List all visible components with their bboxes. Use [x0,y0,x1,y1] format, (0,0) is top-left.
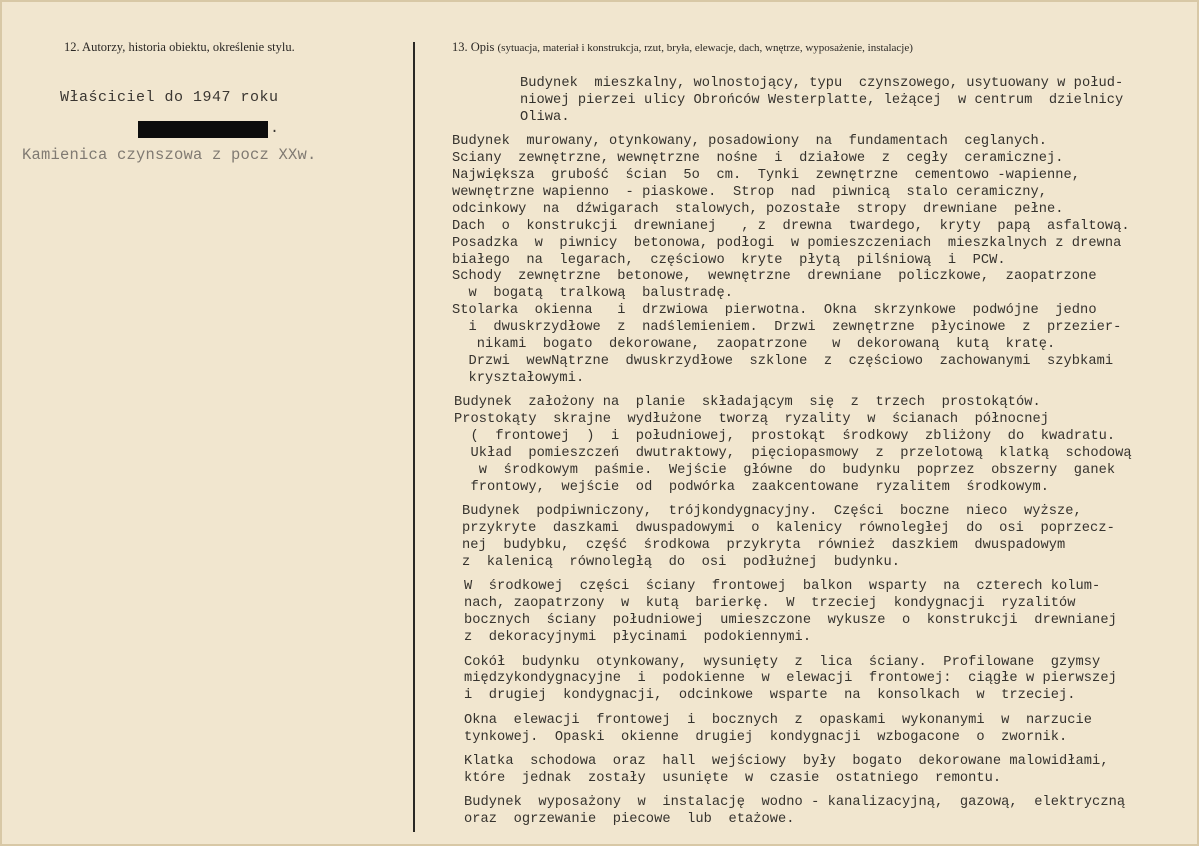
description-line: Budynek murowany, otynkowany, posadowiony na fundamentach ceglanych. [452,134,1047,150]
description-line: oraz ogrzewanie piecowe lub etażowe. [464,812,795,828]
description-line: Posadzka w piwnicy betonowa, podłogi w pomieszczeniach mieszkalnych z drewna [452,235,1122,251]
description-line: Budynek podpiwniczony, trójkondygnacyjny. Części boczne nieco wyższe, [462,504,1082,520]
description-line: w bogatą tralkową balustradę. [452,286,733,302]
description-paragraph [446,76,1176,127]
section-13-number: 13. Opis [452,40,495,54]
owner-line: Właściciel do 1947 roku [60,89,279,106]
description-line: z kalenicą równoległą do osi podłużnej budynku. [462,554,900,570]
description-line: nikami bogato dekorowane, zaopatrzone w dekorowaną kutą kratę. [452,337,1056,353]
description-line: z dekoracyjnymi płycinami podokiennymi. [464,630,812,646]
description-line: białego na legarach, częściowo kryte płytą pilśniową i PCW. [452,252,1006,268]
description-line: Drzwi wewNątrzne dwuskrzydłowe szklone z częściowo zachowanymi szybkami [452,354,1114,369]
section-13-heading [452,40,913,55]
description-line: odcinkowy na dźwigarach stalowych, pozostałe stropy drewniane pełne. [452,201,1064,217]
description-line: Największa grubość ścian 5o cm. Tynki zewnętrzne cementowo -wapienne, [452,168,1081,184]
description-paragraph [446,713,1176,747]
description-line: przykryte daszkami dwuspadowymi o kalenicy równoległej do osi poprzecz- [462,521,1115,537]
description-line: Okna elewacji frontowej i bocznych z opaskami wykonanymi w narzucie [464,712,1093,728]
description-line: Budynek założony na planie składającym się z trzech prostokątów. [454,395,1041,411]
description-line: frontowy, wejście od podwórka zaakcentowane ryzalitem środkowym. [454,479,1049,495]
description-line: Budynek wyposażony w instalację wodno - kanalizacyjną, gazową, elektryczną [464,795,1126,811]
description-line: niowej pierzei ulicy Obrońców Westerplatte, leżącej w centrum dzielnicy [520,92,1124,108]
building-type-note: Kamienica czynszowa z pocz XXw. [22,146,317,164]
column-divider [413,42,415,832]
description-line: Prostokąty skrajne wydłużone tworzą ryzality w ścianach północnej [454,412,1049,428]
description-line: kryształowymi. [452,370,585,386]
description-line: ( frontowej ) i południowej, prostokąt środkowy zbliżony do kwadratu. [454,429,1116,445]
description-line: bocznych ściany południowej umieszczone wykusze o konstrukcji drewnianej [464,613,1117,629]
description-paragraph [446,395,1176,496]
description-line: nach, zaopatrzony w kutą barierkę. W trzeciej kondygnacji ryzalitów [464,596,1076,612]
description-column [446,76,1176,837]
description-paragraph [446,754,1176,788]
description-paragraph [446,795,1176,829]
description-line: Cokół budynku otynkowany, wysunięty z lica ściany. Profilowane gzymsy [464,654,1101,670]
description-line: Układ pomieszczeń dwutraktowy, pięciopasmowy z przelotową klatką schodową [454,446,1132,462]
description-line: i dwuskrzydłowe z nadślemieniem. Drzwi zewnętrzne płycinowe z przezier- [452,320,1122,336]
description-line: Schody zewnętrzne betonowe, wewnętrzne drewniane policzkowe, zaopatrzone [452,269,1097,285]
description-paragraph [446,134,1176,388]
description-line: tynkowej. Opaski okienne drugiej kondygnacji wzbogacone o zwornik. [464,729,1068,745]
description-line: Stolarka okienna i drzwiowa pierwotna. Okna skrzynkowe podwójne jedno [452,303,1097,319]
description-line: międzykondygnacyjne i podokienne w elewacji frontowej: ciągłe w pierwszej [464,671,1117,687]
redacted-block [138,121,268,138]
description-line: Oliwa. [520,109,570,125]
description-line: wewnętrzne wapienno - piaskowe. Strop nad piwnicą stalo ceramiczny, [452,184,1047,200]
description-line: które jednak zostały usunięte w czasie ostatniego remontu. [464,770,1002,786]
description-paragraph [446,579,1176,647]
redacted-suffix: . [270,120,280,137]
description-paragraph [446,655,1176,706]
description-line: w środkowym paśmie. Wejście główne do budynku poprzez obszerny ganek [454,462,1116,478]
description-line: W środkowej części ściany frontowej balkon wsparty na czterech kolum- [464,579,1101,595]
description-line: Sciany zewnętrzne, wewnętrzne nośne i działowe z cegły ceramicznej. [452,151,1064,167]
description-line: i drugiej kondygnacji, odcinkowe wsparte na konsolkach w trzeciej. [464,688,1076,704]
description-line: Klatka schodowa oraz hall wejściowy były bogato dekorowane malowidłami, [464,754,1109,770]
section-12-heading: 12. Autorzy, historia obiektu, określenie stylu. [64,40,295,54]
description-paragraph [446,504,1176,572]
section-13-detail: (sytuacja, materiał i konstrukcja, rzut, bryła, elewacje, dach, wnętrze, wyposażenie, instalacje) [497,42,913,54]
description-line: Budynek mieszkalny, wolnostojący, typu czynszowego, usytuowany w połud- [520,76,1124,91]
description-line: nej budybku, część środkowa przykryta również daszkiem dwuspadowym [462,538,1066,554]
description-line: Dach o konstrukcji drewnianej , z drewna twardego, kryty papą asfaltową. [452,218,1130,234]
